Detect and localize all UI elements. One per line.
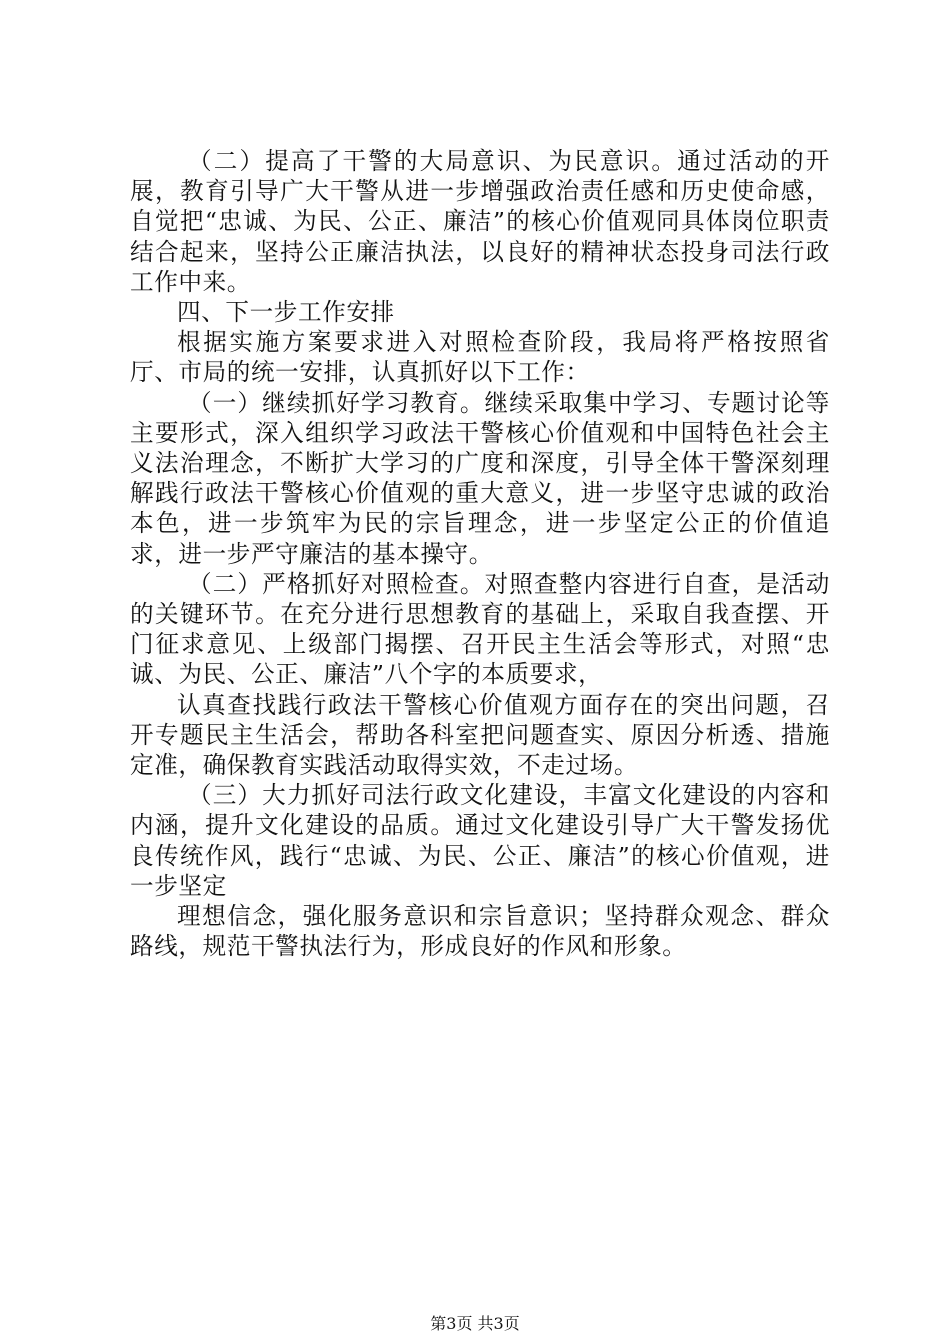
paragraph-find-problems: 认真查找践行政法干警核心价值观方面存在的突出问题，召开专题民主生活会，帮助各科室把问题查实、原因分析透、措施定准，确保教育实践活动取得实效，不走过场。: [130, 690, 830, 780]
paragraph-plan-intro: 根据实施方案要求进入对照检查阶段，我局将严格按照省厅、市局的统一安排，认真抓好以下工作：: [130, 328, 830, 387]
document-body: [130, 146, 830, 961]
page-footer: 第3页 共3页: [430, 1314, 520, 1333]
paragraph-ideals: 理想信念，强化服务意识和宗旨意识；坚持群众观念、群众路线，规范干警执法行为，形成良好的作风和形象。: [130, 902, 830, 961]
paragraph-study-education: （一）继续抓好学习教育。继续采取集中学习、专题讨论等主要形式，深入组织学习政法干警核心价值观和中国特色社会主义法治理念，不断扩大学习的广度和深度，引导全体干警深刻理解践行政法干警核心价值观的重大意义，进一步坚守忠诚的政治本色，进一步筑牢为民的宗旨理念，进一步坚定公正的价值追求，进一步严守廉洁的基本操守。: [130, 388, 830, 568]
paragraph-awareness: （二）提高了干警的大局意识、为民意识。通过活动的开展，教育引导广大干警从进一步增强政治责任感和历史使命感，自觉把“忠诚、为民、公正、廉洁”的核心价值观同具体岗位职责结合起来，坚持公正廉洁执法，以良好的精神状态投身司法行政工作中来。: [130, 147, 830, 296]
paragraph-self-check: （二）严格抓好对照检查。对照查整内容进行自查，是活动的关键环节。在充分进行思想教育的基础上，采取自我查摆、开门征求意见、上级部门揭摆、召开民主生活会等形式，对照“忠诚、为民、公正、廉洁”八个字的本质要求，: [130, 569, 830, 689]
section-heading-next-steps: 四、下一步工作安排: [177, 298, 395, 327]
paragraph-culture-building: （三）大力抓好司法行政文化建设，丰富文化建设的内容和内涵，提升文化建设的品质。通过文化建设引导广大干警发扬优良传统作风，践行“忠诚、为民、公正、廉洁”的核心价值观，进一步坚定: [130, 781, 830, 900]
